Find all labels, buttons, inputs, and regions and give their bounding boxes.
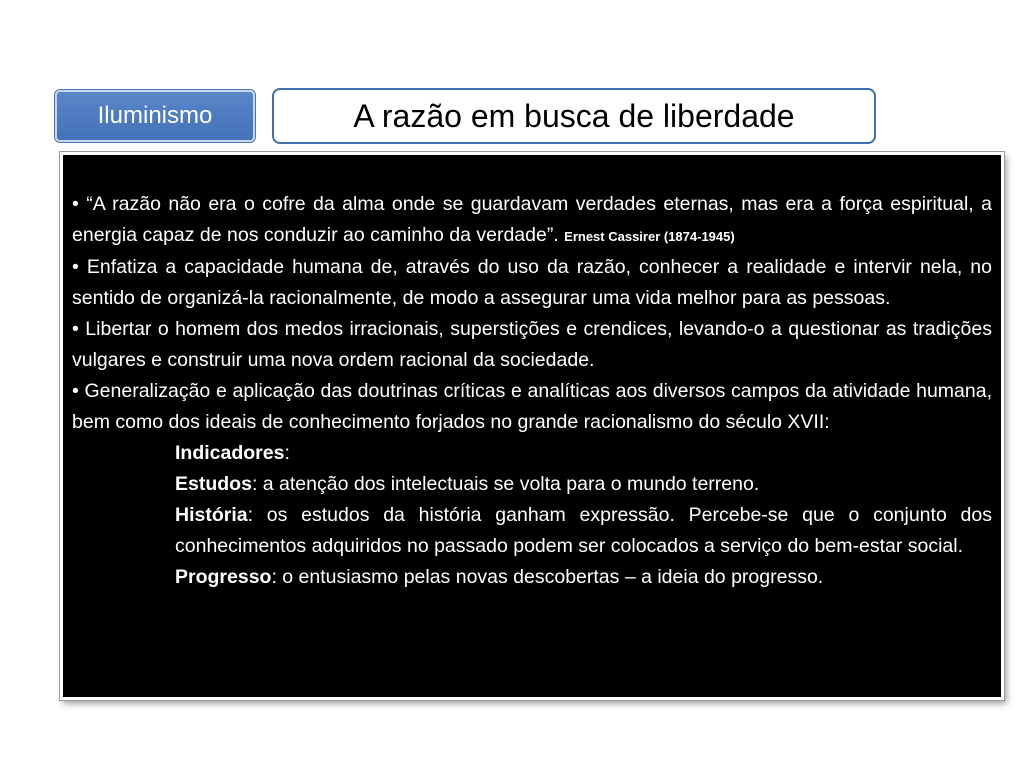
- bullet-text: Libertar o homem dos medos irracionais, superstições e crendices, levando-o a questionar as tradições vulgares e construir uma nova ordem racional da sociedade.: [72, 318, 993, 371]
- bullet-icon: •: [72, 193, 79, 215]
- indicator-item-progresso: [175, 562, 992, 593]
- indicator-text: : a atenção dos intelectuais se volta para o mundo terreno.: [251, 473, 760, 495]
- indicators-heading: Indicadores: [175, 442, 285, 464]
- bullet-paragraph-1: [72, 252, 992, 314]
- indicator-term: Estudos: [175, 473, 252, 495]
- indicators-heading-line: Indicadores:: [175, 442, 290, 464]
- bullet-text: Generalização e aplicação das doutrinas críticas e analíticas aos diversos campos da atividade humana, bem como dos ideais de conhecimento forjados no grande racionalismo do século XVII:: [72, 380, 992, 433]
- topic-tag-label: Iluminismo: [97, 102, 213, 129]
- indicator-term: Progresso: [175, 566, 272, 588]
- indicator-item-historia: [175, 500, 992, 562]
- content-panel: [60, 152, 1004, 700]
- indicator-text: : o entusiasmo pelas novas descobertas – a ideia do progresso.: [271, 566, 824, 588]
- indicator-item-estudos: [175, 469, 992, 500]
- bullet-text: Enfatiza a capacidade humana de, através do uso da razão, conhecer a realidade e intervir nela, no sentido de organizá-la racionalmente, de modo a assegurar uma vida melhor para as pessoas.: [72, 256, 992, 309]
- indicator-term: História: [175, 504, 248, 526]
- slide-title-box: [272, 88, 876, 144]
- bullet-paragraph-2: [72, 314, 992, 376]
- quote-citation: Ernest Cassirer (1874-1945): [564, 229, 735, 244]
- topic-tag: [55, 90, 255, 142]
- quote-paragraph: [72, 189, 992, 252]
- quote-text: “A razão não era o cofre da alma onde se guardavam verdades eternas, mas era a força espiritual, a energia capaz de nos conduzir ao caminho da verdade”.: [72, 193, 993, 246]
- bullet-icon: •: [72, 380, 79, 402]
- indicator-text: : os estudos da história ganham expressão. Percebe-se que o conjunto dos conhecimentos adquiridos no passado podem ser colocados a serviço do bem-estar social.: [175, 504, 992, 557]
- bullet-icon: •: [72, 256, 79, 278]
- slide-title: A razão em busca de liberdade: [353, 97, 795, 134]
- bullet-paragraph-3: [72, 376, 992, 438]
- bullet-icon: •: [72, 318, 79, 340]
